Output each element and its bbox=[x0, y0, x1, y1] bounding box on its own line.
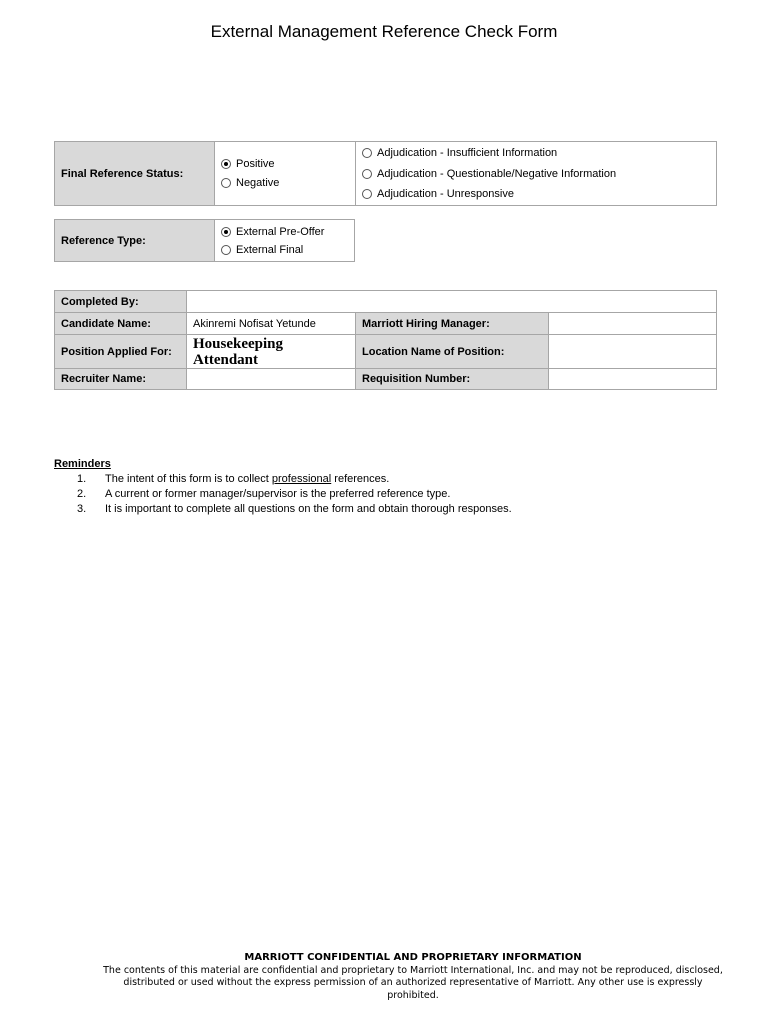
radio-label: External Final bbox=[236, 243, 304, 256]
hiring-manager-label: Marriott Hiring Manager: bbox=[356, 313, 549, 335]
radio-label: Adjudication - Insufficient Information bbox=[377, 147, 558, 159]
list-text: A current or former manager/supervisor is the preferred reference type. bbox=[105, 488, 451, 500]
radio-label: Adjudication - Unresponsive bbox=[377, 188, 514, 200]
radio-positive[interactable] bbox=[221, 155, 349, 174]
candidate-name-label: Candidate Name: bbox=[55, 313, 187, 335]
location-field[interactable] bbox=[549, 335, 717, 369]
hiring-manager-field[interactable] bbox=[549, 313, 717, 335]
requisition-number-label: Requisition Number: bbox=[356, 369, 549, 390]
footer-heading: MARRIOTT CONFIDENTIAL AND PROPRIETARY INFORMATION bbox=[244, 952, 582, 963]
radio-label: External Pre-Offer bbox=[236, 225, 325, 238]
list-text-part: The intent of this form is to collect bbox=[105, 473, 272, 485]
radio-empty-icon bbox=[362, 189, 372, 199]
location-label: Location Name of Position: bbox=[356, 335, 549, 369]
list-number: 1. bbox=[77, 473, 87, 485]
list-number: 3. bbox=[77, 503, 87, 515]
radio-selected-icon bbox=[221, 159, 231, 169]
reminders-section bbox=[54, 458, 734, 517]
reminders-heading: Reminders bbox=[54, 458, 111, 470]
list-emphasis: professional bbox=[271, 473, 332, 485]
reference-type-label: Reference Type: bbox=[55, 220, 215, 262]
final-status-options bbox=[215, 142, 356, 206]
list-item bbox=[54, 472, 734, 487]
position-label: Position Applied For: bbox=[55, 335, 187, 369]
final-status-table bbox=[54, 141, 717, 206]
position-value: Housekeeping Attendant bbox=[193, 335, 284, 368]
list-text-part: references. bbox=[331, 473, 390, 485]
reminders-list bbox=[54, 472, 734, 517]
list-number: 2. bbox=[77, 488, 87, 500]
candidate-name-field[interactable]: Akinremi Nofisat Yetunde bbox=[187, 313, 356, 335]
reference-type-options bbox=[215, 220, 355, 262]
radio-label: Negative bbox=[236, 177, 280, 189]
radio-selected-icon bbox=[221, 227, 231, 237]
requisition-number-field[interactable] bbox=[549, 369, 717, 390]
completed-by-field[interactable] bbox=[187, 291, 717, 313]
radio-negative[interactable] bbox=[221, 174, 349, 193]
radio-empty-icon bbox=[362, 169, 372, 179]
radio-external-final[interactable] bbox=[221, 241, 348, 259]
radio-empty-icon bbox=[221, 245, 231, 255]
list-item bbox=[54, 502, 734, 517]
reference-type-table bbox=[54, 219, 355, 262]
footer-body: The contents of this material are confidential and proprietary to Marriott International, Inc. and may not be reproduced, disclosed, distributed or used without the express permission of an authorized representative of Marriott. Any other use is expressly prohibited. bbox=[103, 964, 723, 1001]
confidentiality-footer bbox=[100, 952, 726, 1002]
position-field[interactable] bbox=[187, 335, 356, 369]
recruiter-name-field[interactable] bbox=[187, 369, 356, 390]
radio-empty-icon bbox=[362, 148, 372, 158]
radio-label: Adjudication - Questionable/Negative Information bbox=[377, 167, 617, 180]
radio-adjudication-questionable[interactable] bbox=[362, 163, 710, 184]
radio-adjudication-insufficient[interactable] bbox=[362, 143, 710, 163]
adjudication-options bbox=[356, 142, 717, 206]
details-table bbox=[54, 290, 717, 390]
radio-empty-icon bbox=[221, 178, 231, 188]
radio-label: Positive bbox=[236, 158, 275, 170]
completed-by-label: Completed By: bbox=[55, 291, 187, 313]
list-item bbox=[54, 487, 734, 502]
radio-external-pre-offer[interactable] bbox=[221, 223, 348, 241]
recruiter-name-label: Recruiter Name: bbox=[55, 369, 187, 390]
final-status-label: Final Reference Status: bbox=[55, 142, 215, 206]
list-text bbox=[105, 472, 389, 487]
page-title: External Management Reference Check Form bbox=[210, 22, 558, 41]
radio-adjudication-unresponsive[interactable] bbox=[362, 184, 710, 204]
list-text: It is important to complete all questions on the form and obtain thorough responses. bbox=[105, 503, 512, 515]
